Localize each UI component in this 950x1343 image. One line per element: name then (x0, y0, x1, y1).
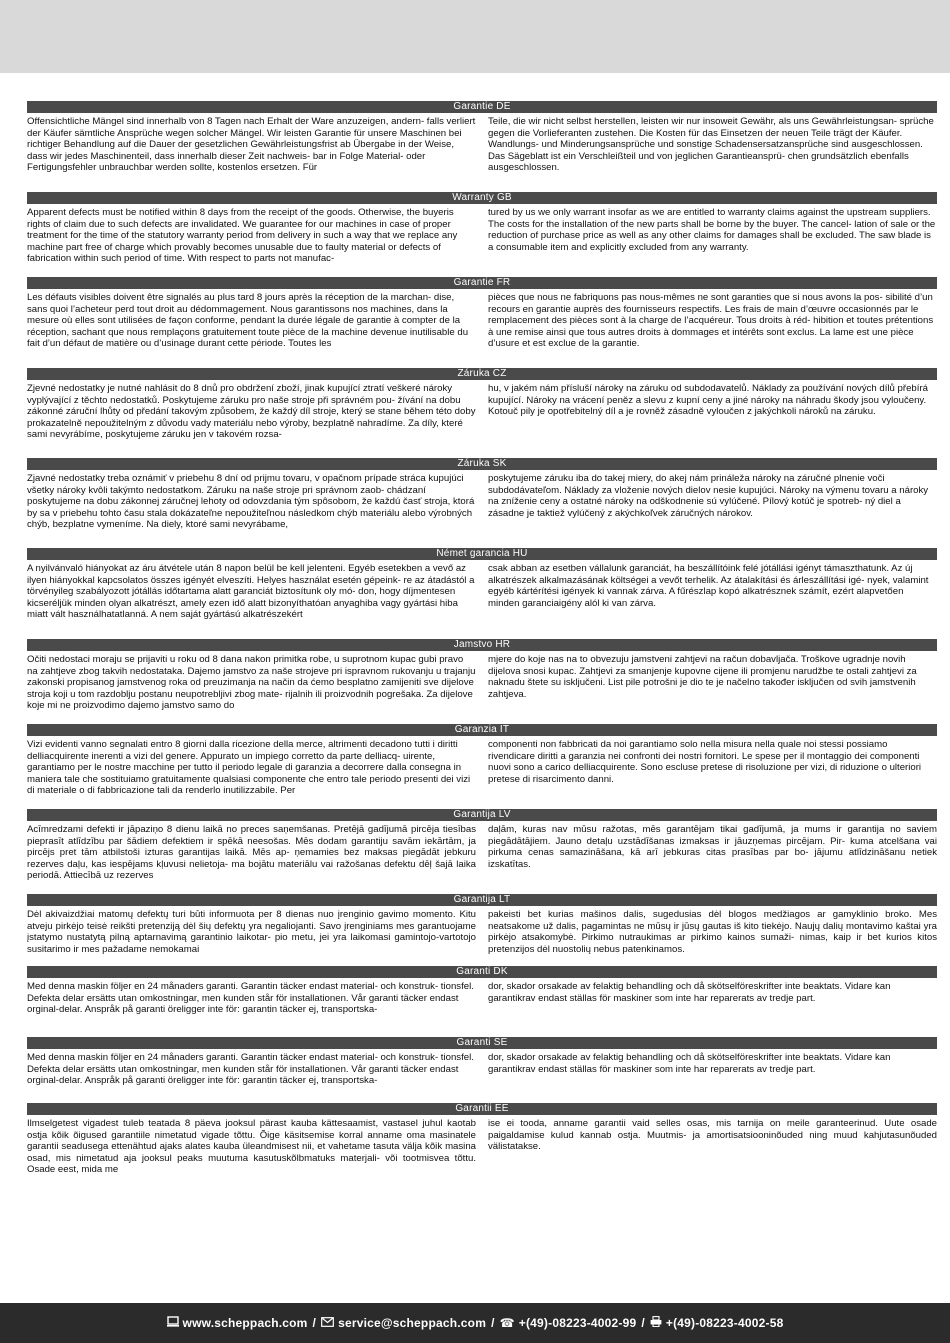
footer-separator: / (312, 1316, 317, 1330)
section-zaruka-cz (27, 368, 937, 453)
section-text-left: Zjevné nedostatky je nutné nahlásit do 8 dnů pro obdržení zboží, jinak kupující ztratí veškeré nároky vyplývající z těchto nedostatků. Poskytujeme záruku pro naše stroje při správném pou- žívání na dobu zákonné záruční lhůty od předání takovým způsobem, že každý díl stroje, který se stane během této doby prokazatelně nepoužitelným z důvodu vady materiálu nebo výroby, bezplatně nahradíme. Za díly, které sami nevyrábíme, poskytujeme záruku jen v takovém rozsa- (27, 383, 476, 441)
section-title: Záruka SK (27, 458, 937, 470)
section-zaruka-sk (27, 458, 937, 555)
section-garantie-fr (27, 277, 937, 374)
section-title: Záruka CZ (27, 368, 937, 380)
section-garancia-hu (27, 548, 937, 633)
section-text-left: Apparent defects must be notified within 8 days from the receipt of the goods. Otherwise, the buyeris rights of claim due to such defects are invalidated. We guarantee for our machines in case of proper treatment for the time of the statutory warranty period from delivery in such a way that we replace any machine part free of charge which provably becomes unusable due to faulty material or defects of fabrication within such period of time. With respect to parts not manufac- (27, 207, 458, 265)
section-title: Warranty GB (27, 192, 937, 204)
section-text-right: dor, skador orsakade av felaktig behandling och då skötselföreskrifter inte beaktats. Vidare kan garantikrav endast ställas för maskiner som inte har reparerats av tredje part. (488, 981, 891, 1004)
section-text-left: Ilmselgetest vigadest tuleb teatada 8 päeva jooksul pärast kauba kättesaamist, vastasel juhul kaotab ostja kõik õigused garantiile nimetatud vigade tõttu. Õige käsitsemise korral anname oma masinatele garantii seadusega ettenähtud ajaks alates kauba üleandmisest nii, et vahetame tasuta välja kõik masina osad, mis nimetatud aja jooksul peaks muutuma kasutuskõlbmatuks materjali- või tootmisvea tõttu. Osade eest, mida me (27, 1118, 476, 1176)
phone-number: +(49)-08223-4002-99 (518, 1316, 637, 1330)
section-text-left: Acīmredzami defekti ir jāpaziņo 8 dienu laikā no preces saņemšanas. Pretējā gadījumā pircēja tiesības pieprasīt atlīdzību par šādiem defektiem ir spēkā neesošas. Mēs dodam garantiju savām iekārtām, ja pircējs pret tām atbilstoši izturas garantijas laikā. Mēs ap- ņemamies bez maksas piegādāt jebkuru rezerves daļu, kas iespējams kļuvusi nelietoja- ma bojātu materiālu vai ražošanas defektu dēļ šajā laika periodā. Attiecībā uz rezerves (27, 824, 476, 882)
section-text-right: Teile, die wir nicht selbst herstellen, leisten wir nur insoweit Gewähr, als uns Gewährleistungsan- sprüche gegen die Vorlieferanten zustehen. Die Kosten für das Einsetzen der neuen Teile trägt der Käufer. Wandlungs- und Minderungsansprüche und sonstige Schadensersatzansprüche sind ausgeschlossen. Das Sägeblatt ist ein Verschleißteil und von jeglichen Garantieansprü- chen grundsätzlich ebenfalls ausgeschlossen. (488, 116, 934, 174)
section-text-right: mjere do koje nas na to obvezuju jamstveni zahtjevi na račun dobavljača. Troškove ugradnje novih dijelova snosi kupac. Zahtjevi za smanjenje kupovne cijene ili promjenu narudžbe te ostali zahtjevi za naknadu štete su isključeni. List pile potrošni je dio te je načelno također isključen od svih jamstvenih zahtjeva. (488, 654, 917, 700)
section-text-right: pièces que nous ne fabriquons pas nous-mêmes ne sont garanties que si nous avons la pos- sibilité d’un recours en garantie auprès des fournisseurs respectifs. Les frais de main d’œuvre occasionnés par le remplacement des pièces sont à la charge de l’acquéreur. Tous droits à réd- hibition et toutes prétentions à une remise ainsi que tous autres droits à dommages et intérêts sont exclus. La lame est une pièce d’usure et est exclue de la garantie. (488, 292, 934, 350)
section-text-right: daļām, kuras nav mūsu ražotas, mēs garantējam tikai gadījumā, ja mums ir garantija no saviem piegādātājiem. Jauno detaļu uzstādīšanas izmaksas ir jāuzņemas pircējam. Pir- kuma atcelšana vai pirkuma cenas samazināšana, kā arī jebkuras citas prasības par bo- jājumu atlīdzināšanu netiek izskatītas. (488, 824, 937, 870)
section-title: Német garancia HU (27, 548, 937, 560)
section-text-left: Zjavné nedostatky treba oznámiť v priebehu 8 dní od prijmu tovaru, v opačnom prípade stráca kupujúci všetky nároky kvôli takýmto nedostatkom. Záruku na naše stroje pri správnom zaob- chádzaní poskytujeme na dobu zákonnej záručnej lehoty od odovzdania tým spôsobom, že každú časť stroja, ktorá by sa v priebehu tohto času stala dokázateľne nepoužiteľnou následkom chýb materiálu alebo výrobných chýb, bezplatne vymeníme. Na diely, ktoré sami nevyrábame, (27, 473, 475, 531)
section-text-left: Očiti nedostaci moraju se prijaviti u roku od 8 dana nakon primitka robe, u suprotnom kupac gubi pravo na zahtjeve zbog takvih nedostataka. Dajemo jamstvo za naše strojeve pri ispravnom rukovanju u trajanju zakonski propisanog jamstvenog roka od preuzimanja na način da ćemo besplatno zamijeniti sve dijelove stroja koji u tom razdoblju postanu neupotrebljivi zbog mate- rijalnih ili proizvodnih pogrešaka. Za dijelove koje mi ne proizvodimo dajemo jamstvo samo do (27, 654, 476, 712)
section-text-left: Les défauts visibles doivent être signalés au plus tard 8 jours après la réception de la marchan- dise, sans quoi l’acheteur perd tout droit au dédommagement. Nous garantissons nos machines, dans la mesure où elles sont utilisées de façon conforme, pendant la durée légale de garantie à compter de la réception, sachant que nous remplaçons gratuitement toute pièce de la machine devenue inutilisable du fait d’un défaut de matière ou d’usinage durant cette période. Toutes les (27, 292, 469, 350)
section-text-left: Med denna maskin följer en 24 månaders garanti. Garantin täcker endast material- och konstruk- tionsfel. Defekta delar ersätts utan omkostningar, men kunden står för installationen. Vår garanti täcker endast orginal-delar. Anspråk på garanti öreligger inte för: garantin täcker ej, transportska- (27, 981, 474, 1016)
section-garantii-ee (27, 1103, 937, 1200)
section-garantie-de (27, 101, 937, 198)
computer-icon (167, 1316, 179, 1330)
section-title: Garantija LV (27, 809, 937, 821)
section-title: Garanzia IT (27, 724, 937, 736)
section-text-left: Offensichtliche Mängel sind innerhalb von 8 Tagen nach Erhalt der Ware anzuzeigen, andern- falls verliert der Käufer sämtliche Ansprüche wegen solcher Mängel. Wir leisten Garantie für unsere Maschinen bei richtiger Behandlung auf die Dauer der gesetzlichen Gewährleistungsfrist ab Übergabe in der Weise, dass wir jedes Maschinenteil, dass innerhalb dieser Zeit nachweis- bar in Folge Material- oder Fertigungsfehler unbrauchbar werden sollte, kostenlos ersetzen. Für (27, 116, 476, 174)
section-text-left: Vizi evidenti vanno segnalati entro 8 giorni dalla ricezione della merce, altrimenti decadono tutti i diritti delliacquirente inerenti a vizi del genere. Appurato un impiego corretto da parte delliacq- uirente, garantiamo per le nostre macchine per tutto il periodo legale di garanzia a decorrere dalla consegna in maniera tale che sostituiamo gratuitamente qualsiasi componente che entro tale periodo presenti dei vizi di materiale o di fabbricazione tali da renderlo inutilizzabile. Per (27, 739, 471, 797)
email-icon (321, 1316, 334, 1330)
section-jamstvo-hr (27, 639, 937, 724)
section-text-left: Med denna maskin följer en 24 månaders garanti. Garantin täcker endast material- och konstruk- tionsfel. Defekta delar ersätts utan omkostningar, men kunden står för installationen. Vår garanti täcker endast orginal-delar. Anspråk på garanti öreligger inte för: garantin täcker ej, transportska- (27, 1052, 474, 1087)
email-link[interactable]: service@scheppach.com (338, 1316, 487, 1330)
section-title: Garantie DE (27, 101, 937, 113)
section-text-right: ise ei tooda, anname garantii vaid selles osas, mis tarnija on meile garanteerinud. Uute osade paigaldamise kulud kannab ostja. Muutmis- ja amortisatsiooninõuded ning muud kahjutasunõuded välistatakse. (488, 1118, 937, 1153)
section-title: Garanti DK (27, 966, 937, 978)
footer-separator: / (641, 1316, 645, 1330)
section-garantija-lv (27, 809, 937, 894)
section-text-right: componenti non fabbricati da noi garantiamo solo nella misura nella quale noi stessi possiamo rivendicare diritti a garanzia nei confronti dei nostri fornitori. Le spese per il montaggio dei componenti nuovi sono a carico delliacquirente. Sono escluse pretese di risoluzione per vizi, di riduzione o ulteriori pretese di risarcimento danni. (488, 739, 922, 785)
section-text-left: A nyilvánvaló hiányokat az áru átvétele után 8 napon belül be kell jelenteni. Egyéb esetekben a vevő az ilyen hiányokkal kapcsolatos összes igényét elveszíti. Helyes használat esetén gépeink- re az átadástól a törvényileg szabályozott jótállás időtartama alatt garanciát biztosítunk oly mó- don, hogy díjmentesen kicseréljük minden olyan alkatrészt, amely ezen idő alatt bizonyíthatóan anyaghiba vagy gyártási hiba miatt vált használhatatlanná. A nem saját gyártású alkatrészekért (27, 563, 475, 621)
section-warranty-gb (27, 192, 937, 277)
section-garanti-se (27, 1037, 937, 1098)
section-text-right: tured by us we only warrant insofar as we are entitled to warranty claims against the upstream suppliers. The costs for the installation of the new parts shall be borne by the buyer. The cancel- lation of sale or the reduction of purchase price as well as any other claims for damages shall be excluded. The saw blade is a consumable item and explicitly excluded from any warranty. (488, 207, 936, 253)
section-title: Garanti SE (27, 1037, 937, 1049)
section-title: Garantii EE (27, 1103, 937, 1115)
section-garanti-dk (27, 966, 937, 1027)
fax-number: +(49)-08223-4002-58 (665, 1316, 784, 1330)
section-garanzia-it (27, 724, 937, 809)
section-title: Garantija LT (27, 894, 937, 906)
top-gray-band (0, 0, 950, 73)
website-link[interactable]: www.scheppach.com (182, 1316, 308, 1330)
phone-icon: ☎ (499, 1316, 515, 1330)
section-text-right: poskytujeme záruku iba do takej miery, do akej nám prináleža nároky na záručné plnenie voči subdodávateľom. Náklady za vloženie nových dielov nesie kupujúci. Nároky na výmenu tovaru a nároky na zníženie ceny a ostatné nároky na odškodnenie sú vylúčené. Pílový kotúč je spotreb- ný diel a zásadne je taktiež vylúčený z akýchkoľvek záručných nárokov. (488, 473, 929, 519)
contact-footer (0, 1303, 950, 1343)
section-text-right: dor, skador orsakade av felaktig behandling och då skötselföreskrifter inte beaktats. Vidare kan garantikrav endast ställas för maskiner som inte har reparerats av tredje part. (488, 1052, 891, 1075)
footer-separator: / (491, 1316, 495, 1330)
section-text-right: csak abban az esetben vállalunk garanciát, ha beszállítóink felé jótállási igényt támaszthatunk. Az új alkatrészek alkalmazásának költségei a vevőt terhelik. Az átalakítási és árleszállítási igé- nyek, valamint egyéb kártérítési igények ki vannak zárva. A fűrészlap kopó alkatrésznek számít, ezért alapvetően minden garanciaigény alól ki van zárva. (488, 563, 929, 609)
section-garantija-lt (27, 894, 937, 967)
section-text-right: hu, v jakém nám přísluší nároky na záruku od subdodavatelů. Náklady za používání nových dílů přebírá kupující. Nároky na vrácení peněz a slevu z kupní ceny a jiné nároky na náhradu škody jsou vyloučeny. Kotouč pily je opotřebitelný díl a je rovněž zásadně vyloučen z jakýchkoli nároků na záruku. (488, 383, 928, 418)
section-text-right: pakeisti bet kurias mašinos dalis, sugedusias dėl blogos medžiagos ar gamyklinio broko. Mes neatsakome už dalis, pagamintas ne mūsų ir jūsų gautas iš kito tiekėjo. Naujų dalių montavimo kaštai yra pirkėjo atsakomybė. Pirkimo nutraukimas ar pirkimo kainos sumaži- nimas, kaip ir bet kurios kitos pretenzijos dėl nuostolių nebus patenkinamos. (488, 909, 937, 955)
section-text-left: Dėl akivaizdžiai matomų defektų turi būti informuota per 8 dienas nuo įrenginio gavimo momento. Kitu atveju pirkėjo teisė reikšti pretenziją dėl šių defektų yra negaliojanti. Savo įrenginiams mes garantuojame įstatymo nustatytą pilną aptarnavimą garantinio laikotar- pio metu, jei yra laikomasi gamintojo-vartotojo susitarimo ir mes pažadame nemokamai (27, 909, 476, 955)
fax-icon (650, 1316, 662, 1330)
section-title: Jamstvo HR (27, 639, 937, 651)
section-title: Garantie FR (27, 277, 937, 289)
